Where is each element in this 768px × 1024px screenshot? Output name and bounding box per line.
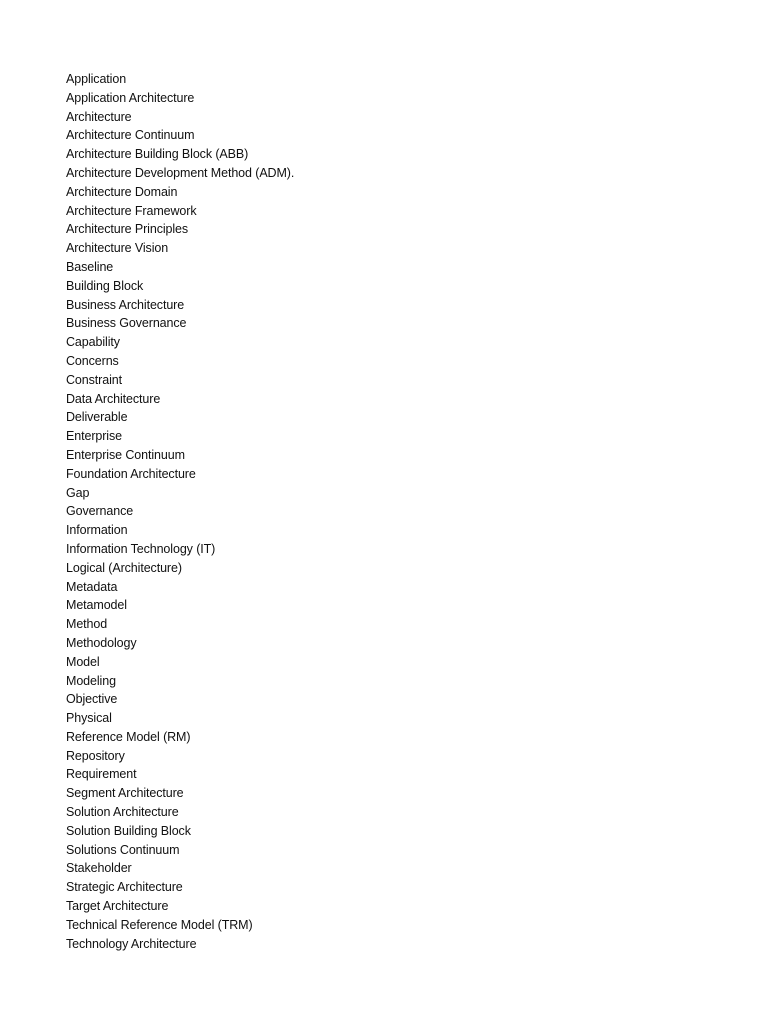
- list-item: Architecture Continuum: [66, 128, 195, 143]
- list-item: Repository: [66, 748, 125, 763]
- list-item: Gap: [66, 485, 90, 500]
- list-item: Architecture Principles: [66, 222, 189, 237]
- list-item: Architecture Domain: [66, 184, 178, 199]
- list-item: Objective: [66, 692, 118, 707]
- list-item: Solutions Continuum: [66, 842, 180, 857]
- list-item: Concerns: [66, 353, 119, 368]
- list-item: Information: [66, 523, 128, 538]
- list-item: Architecture Development Method (ADM).: [66, 165, 295, 180]
- list-item: Application: [66, 72, 127, 86]
- list-item: Target Architecture: [66, 899, 169, 914]
- list-item: Enterprise: [66, 429, 122, 444]
- list-item: Enterprise Continuum: [66, 447, 185, 462]
- list-item: Physical: [66, 711, 112, 726]
- list-item: Deliverable: [66, 410, 128, 425]
- list-item: Business Architecture: [66, 297, 185, 312]
- list-item: Architecture: [66, 109, 132, 124]
- list-item: Methodology: [66, 635, 137, 650]
- list-item: Segment Architecture: [66, 786, 184, 801]
- list-item: Building Block: [66, 278, 144, 293]
- list-item: Metadata: [66, 579, 118, 594]
- list-item: Requirement: [66, 767, 137, 782]
- list-item: Technology Architecture: [66, 936, 197, 951]
- term-list: [66, 70, 294, 953]
- list-item: Solution Building Block: [66, 823, 191, 838]
- list-item: Logical (Architecture): [66, 560, 182, 575]
- list-item: Architecture Framework: [66, 203, 197, 218]
- list-item: Metamodel: [66, 598, 127, 613]
- list-item: Governance: [66, 504, 134, 519]
- list-item: Foundation Architecture: [66, 466, 196, 481]
- list-item: Information Technology (IT): [66, 541, 216, 556]
- list-item: Capability: [66, 335, 120, 350]
- list-item: Constraint: [66, 372, 122, 387]
- list-item: Application Architecture: [66, 90, 195, 105]
- list-item: Modeling: [66, 673, 116, 688]
- list-item: Technical Reference Model (TRM): [66, 917, 253, 932]
- list-item: Strategic Architecture: [66, 880, 183, 895]
- list-item: Baseline: [66, 259, 114, 274]
- list-item: Business Governance: [66, 316, 187, 331]
- list-item: Method: [66, 617, 108, 632]
- list-item: Data Architecture: [66, 391, 161, 406]
- list-item: Architecture Vision: [66, 241, 169, 256]
- list-item: Reference Model (RM): [66, 729, 191, 744]
- list-item: Stakeholder: [66, 861, 132, 876]
- list-item: Architecture Building Block (ABB): [66, 147, 249, 162]
- list-item: Model: [66, 654, 100, 669]
- list-item: Solution Architecture: [66, 805, 179, 820]
